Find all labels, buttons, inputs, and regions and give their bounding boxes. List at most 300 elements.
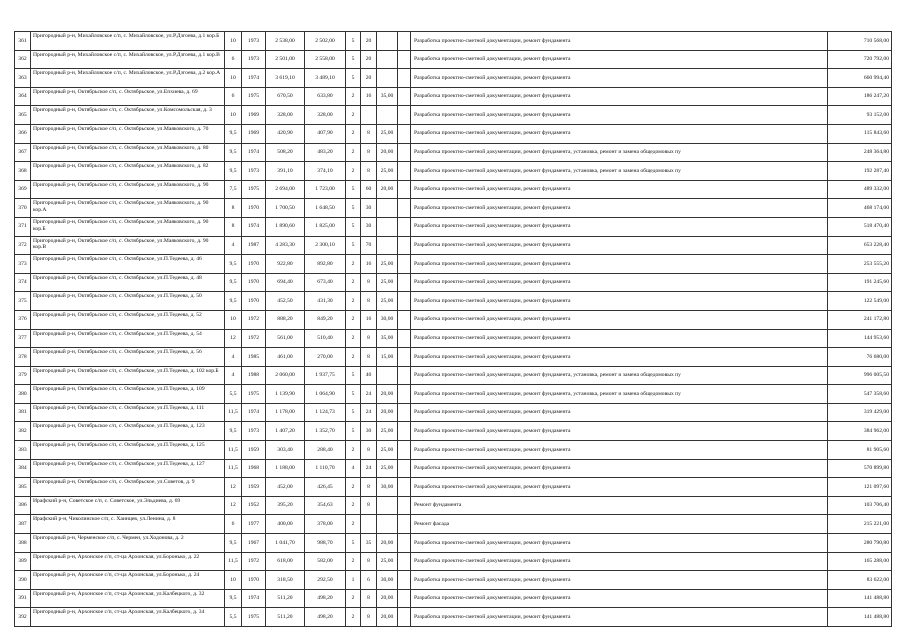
build-year: 1973	[242, 162, 266, 181]
row-number: 385	[15, 478, 31, 497]
floors-count: 5	[346, 69, 361, 88]
table-row	[15, 292, 892, 311]
wear-value: 8	[225, 199, 242, 218]
house-address: Пригородный р-н, Архонское с/п, ст-ца Архонская, ул.Калбецкого, д. 34	[31, 608, 225, 627]
build-year: 1970	[242, 571, 266, 590]
percent-value	[377, 496, 398, 515]
build-year: 1987	[242, 236, 266, 255]
build-year: 1969	[242, 124, 266, 143]
floors-count: 5	[346, 422, 361, 441]
total-area: 1 890,60	[266, 217, 305, 236]
row-number: 372	[15, 236, 31, 255]
row-number: 382	[15, 422, 31, 441]
total-area: 1 700,50	[266, 199, 305, 218]
apartments-count: 24	[361, 459, 377, 478]
total-area: 508,20	[266, 143, 305, 162]
row-number: 377	[15, 329, 31, 348]
percent-value: 25,00	[377, 422, 398, 441]
work-cost: 280 790,80	[828, 534, 892, 553]
table-row	[15, 217, 892, 236]
row-number: 388	[15, 534, 31, 553]
percent-value: 25,00	[377, 124, 398, 143]
work-description: Разработка проектно-сметной документации, ремонт фундамента	[411, 348, 828, 367]
wear-value: 11,5	[225, 403, 242, 422]
living-area: 354,63	[305, 496, 346, 515]
work-cost: 122 549,00	[828, 292, 892, 311]
table-row	[15, 162, 892, 181]
apartments-count: 8	[361, 589, 377, 608]
percent-value: 30,00	[377, 571, 398, 590]
work-cost: 720 792,00	[828, 50, 892, 69]
build-year: 1975	[242, 180, 266, 199]
build-year: 1973	[242, 50, 266, 69]
living-area: 988,70	[305, 534, 346, 553]
row-number: 390	[15, 571, 31, 590]
table-body	[15, 32, 892, 627]
apartments-count: 20	[361, 32, 377, 51]
total-area: 391,10	[266, 162, 305, 181]
empty-cell	[398, 478, 411, 497]
total-area: 420,90	[266, 124, 305, 143]
house-address: Пригородный р-н, Октябрьское с/п, с. Октябрьское, ул.П.Тедеева, д. 125	[31, 441, 225, 460]
house-address: Пригородный р-н, Октябрьское с/п, с. Октябрьское, ул.П.Тедеева, д. 52	[31, 310, 225, 329]
percent-value: 25,00	[377, 292, 398, 311]
empty-cell	[398, 422, 411, 441]
empty-cell	[398, 236, 411, 255]
percent-value: 20,00	[377, 180, 398, 199]
wear-value: 4	[225, 366, 242, 385]
build-year: 1975	[242, 385, 266, 404]
row-number: 380	[15, 385, 31, 404]
empty-cell	[398, 589, 411, 608]
table-row	[15, 87, 892, 106]
percent-value: 20,00	[377, 385, 398, 404]
wear-value: 4	[225, 236, 242, 255]
build-year: 1972	[242, 310, 266, 329]
work-cost: 215 221,00	[828, 515, 892, 534]
house-address: Пригородный р-н, Архонское с/п, ст-ца Архонская, ул.Боронько, д. 24	[31, 571, 225, 590]
build-year: 1985	[242, 348, 266, 367]
row-number: 373	[15, 255, 31, 274]
work-description: Разработка проектно-сметной документации, ремонт фундамента	[411, 534, 828, 553]
empty-cell	[398, 459, 411, 478]
build-year: 1974	[242, 589, 266, 608]
wear-value: 11,5	[225, 441, 242, 460]
living-area: 2 558,00	[305, 50, 346, 69]
wear-value: 9,5	[225, 255, 242, 274]
table-row	[15, 273, 892, 292]
apartments-count: 60	[361, 180, 377, 199]
work-description: Разработка проектно-сметной документации, ремонт фундамента	[411, 403, 828, 422]
work-description: Разработка проектно-сметной документации, ремонт фундамента	[411, 50, 828, 69]
apartments-count: 16	[361, 255, 377, 274]
work-cost: 241 172,80	[828, 310, 892, 329]
percent-value: 20,00	[377, 608, 398, 627]
table-row	[15, 552, 892, 571]
apartments-count: 6	[361, 571, 377, 590]
empty-cell	[398, 366, 411, 385]
floors-count: 2	[346, 496, 361, 515]
empty-cell	[398, 106, 411, 125]
percent-value	[377, 217, 398, 236]
floors-count: 2	[346, 552, 361, 571]
living-area: 431,30	[305, 292, 346, 311]
work-cost: 76 680,00	[828, 348, 892, 367]
house-address: Пригородный р-н, Архонское с/п, ст-ца Архонская, ул.Боронько, д. 22	[31, 552, 225, 571]
empty-cell	[398, 534, 411, 553]
wear-value: 8	[225, 217, 242, 236]
apartments-count: 8	[361, 478, 377, 497]
percent-value: 25,00	[377, 459, 398, 478]
work-cost: 248 364,80	[828, 143, 892, 162]
apartments-count: 30	[361, 422, 377, 441]
work-description: Разработка проектно-сметной документации, ремонт фундамента	[411, 69, 828, 88]
total-area: 1 178,00	[266, 403, 305, 422]
total-area: 400,00	[266, 515, 305, 534]
empty-cell	[398, 552, 411, 571]
table-row	[15, 608, 892, 627]
work-description: Разработка проектно-сметной документации, ремонт фундамента	[411, 329, 828, 348]
build-year: 1959	[242, 441, 266, 460]
apartments-count: 8	[361, 162, 377, 181]
living-area: 1 110,70	[305, 459, 346, 478]
work-description: Разработка проектно-сметной документации, ремонт фундамента	[411, 422, 828, 441]
living-area: 2 300,10	[305, 236, 346, 255]
build-year: 1977	[242, 515, 266, 534]
apartments-count: 8	[361, 124, 377, 143]
empty-cell	[398, 124, 411, 143]
wear-value: 12	[225, 329, 242, 348]
work-description: Разработка проектно-сметной документации, ремонт фундамента	[411, 106, 828, 125]
floors-count: 5	[346, 32, 361, 51]
floors-count: 2	[346, 124, 361, 143]
percent-value: 25,00	[377, 255, 398, 274]
wear-value: 5,5	[225, 608, 242, 627]
empty-cell	[398, 199, 411, 218]
row-number: 371	[15, 217, 31, 236]
table-row	[15, 422, 892, 441]
build-year: 1959	[242, 478, 266, 497]
build-year: 1975	[242, 87, 266, 106]
empty-cell	[398, 496, 411, 515]
empty-cell	[398, 162, 411, 181]
floors-count: 2	[346, 162, 361, 181]
empty-cell	[398, 255, 411, 274]
empty-cell	[398, 385, 411, 404]
work-cost: 570 899,80	[828, 459, 892, 478]
build-year: 1973	[242, 422, 266, 441]
house-address: Пригородный р-н, Октябрьское с/п, с. Октябрьское, ул.Маяковского, д. 70	[31, 124, 225, 143]
total-area: 2 694,00	[266, 180, 305, 199]
living-area: 673,40	[305, 273, 346, 292]
living-area: 1 352,70	[305, 422, 346, 441]
table-row	[15, 571, 892, 590]
floors-count: 2	[346, 87, 361, 106]
wear-value: 9,5	[225, 143, 242, 162]
living-area: 426,45	[305, 478, 346, 497]
total-area: 461,00	[266, 348, 305, 367]
work-description: Разработка проектно-сметной документации, ремонт фундамента	[411, 180, 828, 199]
row-number: 392	[15, 608, 31, 627]
table-row	[15, 589, 892, 608]
work-cost: 653 228,40	[828, 236, 892, 255]
wear-value: 9,5	[225, 124, 242, 143]
work-description: Разработка проектно-сметной документации, ремонт фундамента	[411, 217, 828, 236]
living-area: 498,20	[305, 608, 346, 627]
apartments-count: 35	[361, 534, 377, 553]
work-cost: 81 905,60	[828, 441, 892, 460]
row-number: 370	[15, 199, 31, 218]
build-year: 1973	[242, 32, 266, 51]
living-area: 582,00	[305, 552, 346, 571]
house-address: Пригородный р-н, Октябрьское с/п, с. Октябрьское, ул.П.Тедеева, д. 123	[31, 422, 225, 441]
table-row	[15, 403, 892, 422]
living-area: 1 723,00	[305, 180, 346, 199]
wear-value: 11,5	[225, 459, 242, 478]
total-area: 888,20	[266, 310, 305, 329]
total-area: 561,00	[266, 329, 305, 348]
work-cost: 518 470,40	[828, 217, 892, 236]
work-cost: 141 488,80	[828, 589, 892, 608]
row-number: 366	[15, 124, 31, 143]
row-number: 387	[15, 515, 31, 534]
row-number: 374	[15, 273, 31, 292]
house-address: Пригородный р-н, Октябрьское с/п, с. Октябрьское, ул.Комсомольская, д. 3	[31, 106, 225, 125]
wear-value: 4	[225, 348, 242, 367]
house-address: Пригородный р-н, Октябрьское с/п, с. Октябрьское, ул.П.Тедеева, д. 111	[31, 403, 225, 422]
house-address: Пригородный р-н, Октябрьское с/п, с. Октябрьское, ул.П.Тедеева, д. 127	[31, 459, 225, 478]
work-description: Разработка проектно-сметной документации, ремонт фундамента	[411, 199, 828, 218]
wear-value: 6	[225, 87, 242, 106]
build-year: 1972	[242, 329, 266, 348]
apartments-count: 20	[361, 69, 377, 88]
percent-value	[377, 50, 398, 69]
apartments-count: 8	[361, 552, 377, 571]
work-cost: 165 288,00	[828, 552, 892, 571]
wear-value: 9,5	[225, 273, 242, 292]
work-cost: 253 555,20	[828, 255, 892, 274]
living-area: 292,50	[305, 571, 346, 590]
table-row	[15, 69, 892, 88]
wear-value: 10	[225, 571, 242, 590]
wear-value: 11,5	[225, 552, 242, 571]
percent-value: 30,00	[377, 478, 398, 497]
living-area: 1 937,75	[305, 366, 346, 385]
apartments-count: 40	[361, 366, 377, 385]
apartments-count: 8	[361, 496, 377, 515]
floors-count: 2	[346, 478, 361, 497]
living-area: 1 124,73	[305, 403, 346, 422]
row-number: 391	[15, 589, 31, 608]
empty-cell	[398, 87, 411, 106]
work-description: Разработка проектно-сметной документации, ремонт фундамента	[411, 255, 828, 274]
work-cost: 710 568,00	[828, 32, 892, 51]
work-description: Разработка проектно-сметной документации, ремонт фундамента	[411, 478, 828, 497]
work-description: Разработка проектно-сметной документации, ремонт фундамента, установка, ремонт и замена общедомовых пу	[411, 385, 828, 404]
empty-cell	[398, 292, 411, 311]
empty-cell	[398, 273, 411, 292]
floors-count: 5	[346, 403, 361, 422]
percent-value: 35,00	[377, 329, 398, 348]
empty-cell	[398, 348, 411, 367]
percent-value: 35,00	[377, 87, 398, 106]
total-area: 2 060,00	[266, 366, 305, 385]
wear-value: 9,5	[225, 422, 242, 441]
work-cost: 547 358,60	[828, 385, 892, 404]
work-description: Разработка проектно-сметной документации, ремонт фундамента	[411, 124, 828, 143]
total-area: 318,50	[266, 571, 305, 590]
living-area: 3 489,10	[305, 69, 346, 88]
house-address: Пригородный р-н, Михайловское с/п, с. Михайловское, ул.Р.Дзгоева, д.1 кор.В	[31, 50, 225, 69]
living-area: 849,20	[305, 310, 346, 329]
house-address: Пригородный р-н, Октябрьское с/п, с. Октябрьское, ул.П.Тедеева, д. 54	[31, 329, 225, 348]
work-cost: 144 953,60	[828, 329, 892, 348]
percent-value	[377, 236, 398, 255]
work-description: Разработка проектно-сметной документации, ремонт фундамента, установка, ремонт и замена общедомовых пу	[411, 143, 828, 162]
wear-value: 9,5	[225, 534, 242, 553]
living-area: 483,20	[305, 143, 346, 162]
row-number: 376	[15, 310, 31, 329]
percent-value: 25,00	[377, 162, 398, 181]
build-year: 1974	[242, 217, 266, 236]
wear-value: 12	[225, 478, 242, 497]
percent-value: 20,00	[377, 589, 398, 608]
table-row	[15, 199, 892, 218]
work-cost: 489 332,00	[828, 180, 892, 199]
total-area: 670,50	[266, 87, 305, 106]
empty-cell	[398, 180, 411, 199]
total-area: 1 188,00	[266, 459, 305, 478]
work-description: Разработка проектно-сметной документации, ремонт фундамента	[411, 441, 828, 460]
house-address: Пригородный р-н, Октябрьское с/п, с. Октябрьское, ул.П.Тедеева, д. 50	[31, 292, 225, 311]
total-area: 511,20	[266, 589, 305, 608]
empty-cell	[398, 143, 411, 162]
work-cost: 996 005,50	[828, 366, 892, 385]
percent-value: 20,00	[377, 403, 398, 422]
table-row	[15, 106, 892, 125]
apartments-count	[361, 106, 377, 125]
percent-value	[377, 69, 398, 88]
row-number: 384	[15, 459, 31, 478]
apartments-count: 30	[361, 217, 377, 236]
empty-cell	[398, 329, 411, 348]
work-cost: 468 174,00	[828, 199, 892, 218]
total-area: 1 407,20	[266, 422, 305, 441]
row-number: 378	[15, 348, 31, 367]
floors-count: 5	[346, 180, 361, 199]
total-area: 452,50	[266, 292, 305, 311]
work-description: Разработка проектно-сметной документации, ремонт фундамента, установка, ремонт и замена общедомовых пу	[411, 366, 828, 385]
work-cost: 121 097,60	[828, 478, 892, 497]
total-area: 511,20	[266, 608, 305, 627]
empty-cell	[398, 515, 411, 534]
percent-value	[377, 199, 398, 218]
floors-count: 5	[346, 199, 361, 218]
work-cost: 319 429,00	[828, 403, 892, 422]
floors-count: 2	[346, 348, 361, 367]
table-row	[15, 329, 892, 348]
total-area: 4 283,30	[266, 236, 305, 255]
empty-cell	[398, 403, 411, 422]
total-area: 1 041,70	[266, 534, 305, 553]
house-address: Пригородный р-н, Архонское с/п, ст-ца Архонская, ул.Калбецкого, д. 32	[31, 589, 225, 608]
work-description: Разработка проектно-сметной документации, ремонт фундамента	[411, 273, 828, 292]
floors-count: 2	[346, 255, 361, 274]
empty-cell	[398, 32, 411, 51]
empty-cell	[398, 69, 411, 88]
percent-value	[377, 106, 398, 125]
wear-value: 10	[225, 106, 242, 125]
floors-count: 5	[346, 366, 361, 385]
work-cost: 191 245,60	[828, 273, 892, 292]
row-number: 361	[15, 32, 31, 51]
row-number: 368	[15, 162, 31, 181]
table-row	[15, 32, 892, 51]
table-row	[15, 255, 892, 274]
build-year: 1972	[242, 552, 266, 571]
build-year: 1952	[242, 496, 266, 515]
build-year: 1968	[242, 459, 266, 478]
work-cost: 83 622,00	[828, 571, 892, 590]
wear-value: 6	[225, 50, 242, 69]
work-cost: 660 994,40	[828, 69, 892, 88]
apartments-count: 8	[361, 292, 377, 311]
living-area: 498,20	[305, 589, 346, 608]
work-cost: 141 488,80	[828, 608, 892, 627]
apartments-count	[361, 515, 377, 534]
percent-value	[377, 32, 398, 51]
house-address: Пригородный р-н, Октябрьское с/п, с. Октябрьское, ул.Маяковского, д. 80	[31, 143, 225, 162]
house-address: Пригородный р-н, Октябрьское с/п, с. Октябрьское, ул.Маяковского, д. 90 кор.А	[31, 199, 225, 218]
wear-value: 12	[225, 496, 242, 515]
work-description: Разработка проектно-сметной документации, ремонт фундамента	[411, 236, 828, 255]
row-number: 362	[15, 50, 31, 69]
house-address: Пригородный р-н, Черменское с/п, с. Чермен, ул.Ходонова, д. 2	[31, 534, 225, 553]
floors-count: 2	[346, 310, 361, 329]
work-description: Разработка проектно-сметной документации, ремонт фундамента, установка, ремонт и замена общедомовых пу	[411, 162, 828, 181]
empty-cell	[398, 217, 411, 236]
work-cost: 186 247,20	[828, 87, 892, 106]
house-address: Пригородный р-н, Октябрьское с/п, с. Октябрьское, ул.П.Тедеева, д. 56	[31, 348, 225, 367]
table-row	[15, 236, 892, 255]
wear-value: 5,5	[225, 385, 242, 404]
total-area: 2 501,00	[266, 50, 305, 69]
row-number: 363	[15, 69, 31, 88]
percent-value: 25,00	[377, 273, 398, 292]
row-number: 364	[15, 87, 31, 106]
percent-value	[377, 515, 398, 534]
house-address: Пригородный р-н, Октябрьское с/п, с. Октябрьское, ул.П.Тедеева, д. 102 кор.Б	[31, 366, 225, 385]
living-area: 328,00	[305, 106, 346, 125]
wear-value: 10	[225, 32, 242, 51]
row-number: 386	[15, 496, 31, 515]
apartments-count: 8	[361, 273, 377, 292]
work-cost: 103 706,40	[828, 496, 892, 515]
percent-value: 20,00	[377, 143, 398, 162]
percent-value: 25,00	[377, 552, 398, 571]
wear-value: 9,5	[225, 162, 242, 181]
table-row	[15, 50, 892, 69]
row-number: 379	[15, 366, 31, 385]
empty-cell	[398, 571, 411, 590]
build-year: 1970	[242, 255, 266, 274]
build-year: 1967	[242, 534, 266, 553]
total-area: 1 139,90	[266, 385, 305, 404]
living-area: 1 064,90	[305, 385, 346, 404]
living-area: 288,40	[305, 441, 346, 460]
house-address: Пригородный р-н, Октябрьское с/п, с. Октябрьское, ул.Маяковского, д. 90	[31, 180, 225, 199]
house-address: Пригородный р-н, Михайловское с/п, с. Михайловское, ул.Р.Дзгоева, д.1 кор.Б	[31, 32, 225, 51]
